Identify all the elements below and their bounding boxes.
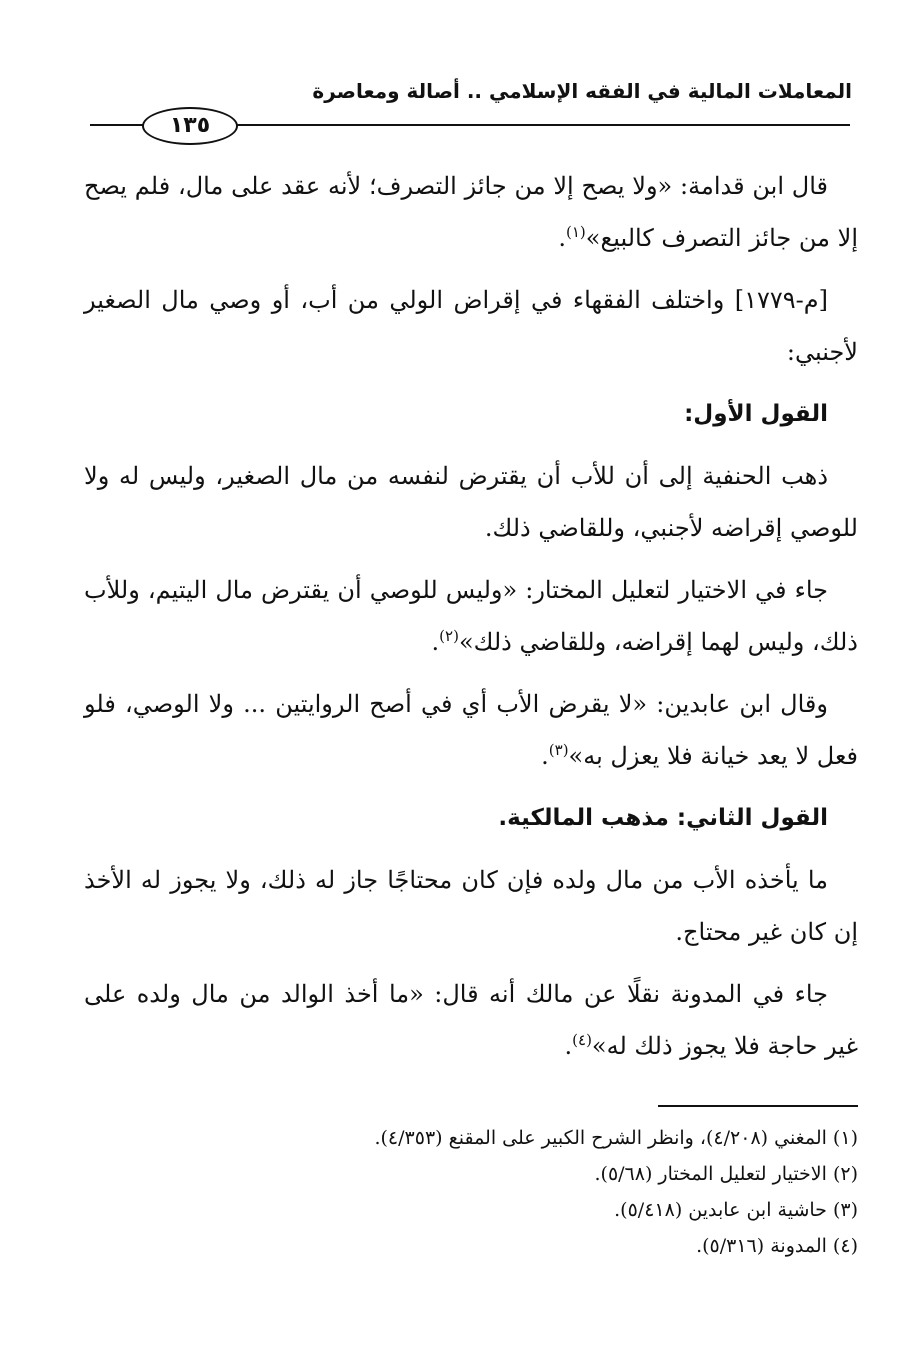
paragraph-issue-1779: [م-١٧٧٩] واختلف الفقهاء في إقراض الولي من أب، أو وصي مال الصغير لأجنبي: [84,286,858,366]
running-header-title: المعاملات المالية في الفقه الإسلامي .. أصالة ومعاصرة [312,79,852,103]
footnote-ref-1: (١) [566,223,586,241]
footnote-separator [658,1105,858,1107]
paragraph-ibn-qudama: قال ابن قدامة: «ولا يصح إلا من جائز التصرف؛ لأنه عقد على مال، فلم يصح إلا من جائز التصرف كالبيع»$^{(١)}$. [84,172,858,252]
paragraph-ibn-abidin-quote: وقال ابن عابدين: «لا يقرض الأب أي في أصح الروايتين ... ولا الوصي، فلو فعل لا يعد خيانة فلا يعزل به»$^{(٣)}$. [84,690,858,770]
footnote-4: (٤) المدونة (٥/٣١٦). [696,1235,858,1257]
heading-first-opinion: القول الأول: [684,401,828,427]
footnote-3: (٣) حاشية ابن عابدين (٥/٤١٨). [614,1199,858,1221]
paragraph-ikhtiyar-quote: جاء في الاختيار لتعليل المختار: «وليس للوصي أن يقترض مال اليتيم، وللأب ذلك، وليس لهما إقراضه، وللقاضي ذلك»$^{(٢)}$. [84,576,858,656]
footnote-ref-3: (٣) [548,741,569,759]
body-text [84,160,858,1082]
paragraph-maliki-view: ما يأخذه الأب من مال ولده فإن كان محتاجًا جاز له ذلك، ولا يجوز له الأخذ إن كان غير محتاج. [84,866,858,946]
paragraph-hanafi-view: ذهب الحنفية إلى أن للأب أن يقترض لنفسه من مال الصغير، وليس له ولا للوصي إقراضه لأجنبي، وللقاضي ذلك. [84,462,858,542]
footnote-1: (١) المغني (٤/٢٠٨)، وانظر الشرح الكبير على المقنع (٤/٣٥٣). [374,1127,858,1149]
footnote-2: (٢) الاختيار لتعليل المختار (٥/٦٨). [594,1163,858,1185]
footnotes [84,1120,858,1264]
heading-second-opinion: القول الثاني: مذهب المالكية. [498,805,828,831]
footnote-ref-2: (٢) [439,627,459,645]
footnote-ref-4: (٤) [572,1031,592,1049]
paragraph-mudawwana-quote: جاء في المدونة نقلًا عن مالك أنه قال: «ما أخذ الوالد من مال ولده على غير حاجة فلا يجوز ذلك له»$^{(٤)}$. [84,980,858,1060]
page-number: ١٣٥ [142,107,238,145]
